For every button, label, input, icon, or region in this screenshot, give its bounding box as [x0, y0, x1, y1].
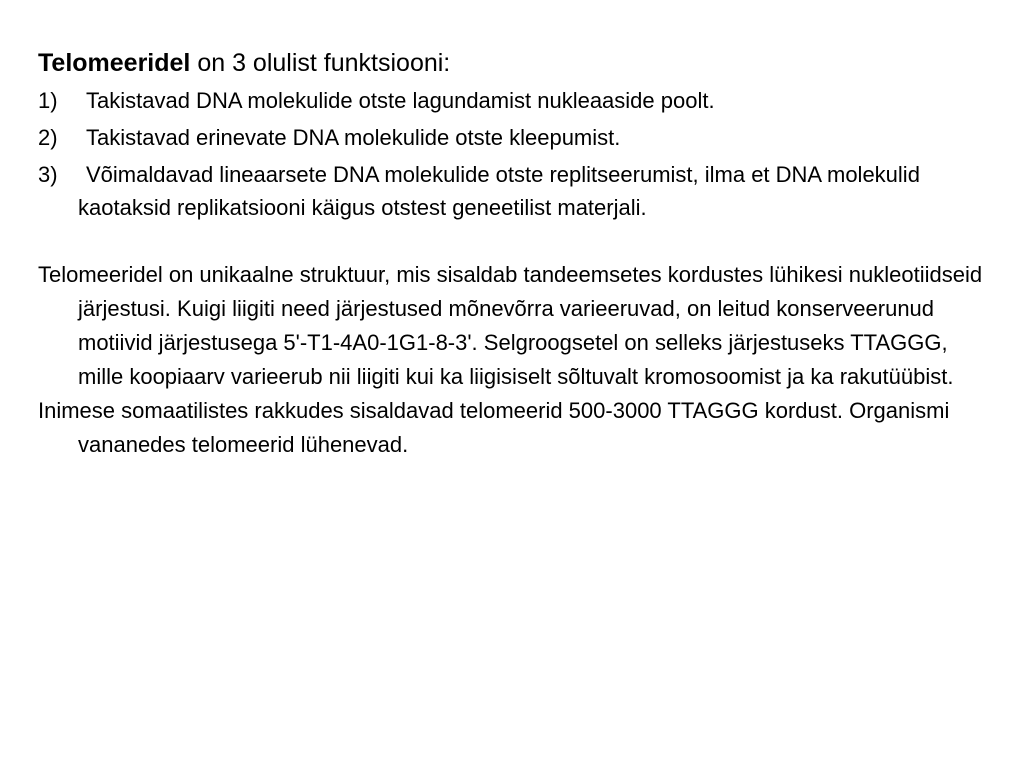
slide-content [38, 46, 988, 462]
list-item-number: 2) [38, 125, 58, 150]
list-item-number: 3) [38, 162, 58, 187]
list-item [38, 158, 988, 224]
list-item [38, 84, 988, 117]
list-item-number: 1) [38, 88, 58, 113]
list-item [38, 121, 988, 154]
slide-heading [38, 46, 988, 80]
structure-paragraph: Telomeeridel on unikaalne struktuur, mis sisaldab tandeemsetes kordustes lühikesi nukleotiidseid järjestusi. Kuigi liigiti need järjestused mõnevõrra varieeruvad, on leitud konserveerunud motiivid järjestusega 5'-T1-4A0-1G1-8-3'. Selgroogsetel on selleks järjestuseks TTAGGG, mille koopiaarv varieerub nii liigiti kui ka liigisiselt sõltuvalt kromosoomist ja ka rakutüübist. [38, 262, 983, 389]
heading-bold-term: Telomeeridel [38, 49, 191, 77]
list-item-text: Takistavad DNA molekulide otste lagundamist nukleaaside poolt. [86, 88, 715, 113]
list-item-text: Takistavad erinevate DNA molekulide otste kleepumist. [86, 125, 621, 150]
heading-rest: on 3 olulist funktsiooni: [190, 49, 451, 77]
human-telomeres-paragraph: Inimese somaatilistes rakkudes sisaldavad telomeerid 500-3000 TTAGGG kordust. Organismi vananedes telomeerid lühenevad. [38, 398, 950, 457]
functions-list [38, 84, 988, 224]
list-item-text: Võimaldavad lineaarsete DNA molekulide otste replitseerumist, ilma et DNA molekulid kaotaksid replikatsiooni käigus otstest geneetilist materjali. [78, 162, 920, 220]
